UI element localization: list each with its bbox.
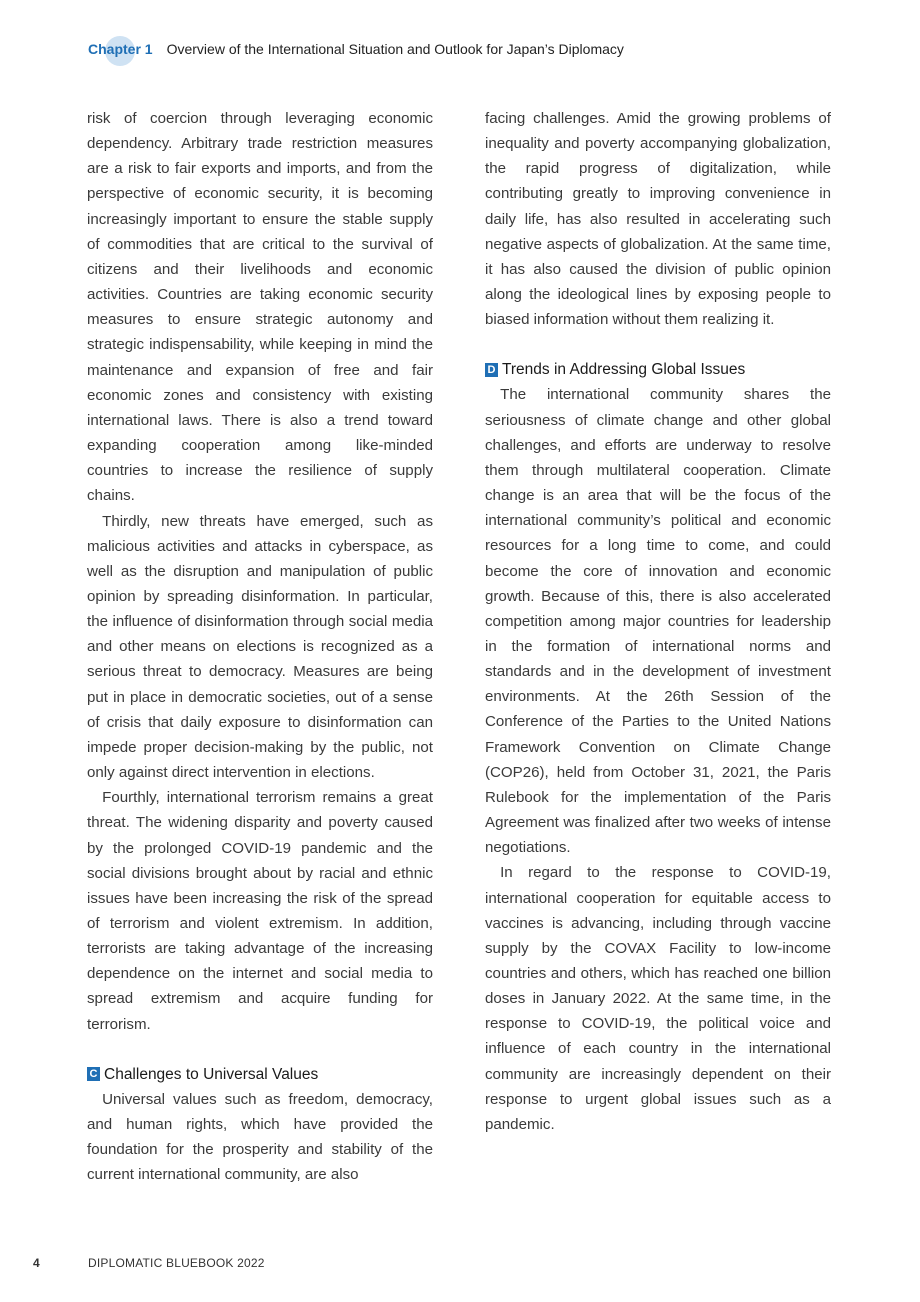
paragraph: Universal values such as freedom, democracy, and human rights, which have provided the foundation for the prosperity and stability of the current international community, are also — [87, 1090, 433, 1184]
section-title: Challenges to Universal Values — [104, 1065, 319, 1083]
paragraph: risk of coercion through leveraging economic dependency. Arbitrary trade restriction measures are a risk to fair exports and imports, and from the perspective of economic security, it is becoming increasingly important to ensure the stable supply of commodities that are critical to the survival of citizens and their livelihoods and economic activities. Countries are taking economic security measures to ensure strategic autonomy and strategic indispensability, while keeping in mind the maintenance and expansion of free and fair economic zones and consistency with existing international laws. There is also a trend toward expanding cooperation among like-minded countries to increase the resilience of supply chains. — [87, 110, 433, 505]
section-heading-c — [87, 1062, 433, 1087]
section-spacer — [87, 1037, 433, 1062]
section-badge-c: C — [87, 1067, 100, 1081]
paragraph: Fourthly, international terrorism remains a great threat. The widening disparity and poverty caused by the prolonged COVID-19 pandemic and the social divisions brought about by racial and ethnic issues have been increasing the risk of the spread of terrorism and violent extremism. In addition, terrorists are taking advantage of the increasing dependence on the internet and social media to spread extremism and acquire funding for terrorism. — [87, 789, 433, 1033]
book-title: DIPLOMATIC BLUEBOOK 2022 — [88, 1256, 265, 1270]
section-spacer — [485, 332, 831, 357]
chapter-title: Overview of the International Situation and Outlook for Japan’s Diplomacy — [166, 41, 624, 57]
paragraph: The international community shares the seriousness of climate change and other global challenges, and efforts are underway to resolve them through multilateral cooperation. Climate change is an area that will be the focus of the international community’s political and economic resources for a long time to come, and could become the core of innovation and economic growth. Because of this, there is also accelerated competition among major countries for leadership in the formation of international norms and standards and in the development of investment environments. At the 26th Session of the Conference of the Parties to the United Nations Framework Convention on Climate Change (COP26), held from October 31, 2021, the Paris Rulebook for the implementation of the Paris Agreement was finalized after two weeks of intense negotiations. — [485, 386, 831, 857]
paragraph: facing challenges. Amid the growing problems of inequality and poverty accompanying globalization, the rapid progress of digitalization, while contributing greatly to improving convenience in daily life, has also resulted in accelerating such negative aspects of globalization. At the same time, it has also caused the division of public opinion along the ideological lines by exposing people to biased information without them realizing it. — [485, 110, 831, 329]
right-column — [485, 106, 831, 1137]
section-heading-d — [485, 357, 831, 382]
paragraph: In regard to the response to COVID-19, international cooperation for equitable access to vaccines is advancing, including through vaccine supply by the COVAX Facility to low-income countries and others, which has reached one billion doses in January 2022. At the same time, in the response to COVID-19, the political voice and influence of each country in the international community are increasingly dependent on their response to urgent global issues such as a pandemic. — [485, 864, 831, 1133]
page-header — [88, 36, 624, 62]
section-badge-d: D — [485, 363, 498, 377]
paragraph: Thirdly, new threats have emerged, such as malicious activities and attacks in cyberspace, as well as the disruption and manipulation of public opinion by spreading disinformation. In particular, the influence of disinformation through social media and other means on elections is recognized as a serious threat to democracy. Measures are being put in place in democratic societies, out of a sense of crisis that daily exposure to disinformation can impede proper decision-making by the public, not only against direct intervention in elections. — [87, 512, 433, 782]
chapter-label: Chapter 1 — [88, 41, 153, 57]
section-title: Trends in Addressing Global Issues — [502, 361, 746, 379]
left-column — [87, 106, 433, 1187]
chapter-marker — [88, 41, 153, 57]
page-number: 4 — [33, 1256, 40, 1270]
